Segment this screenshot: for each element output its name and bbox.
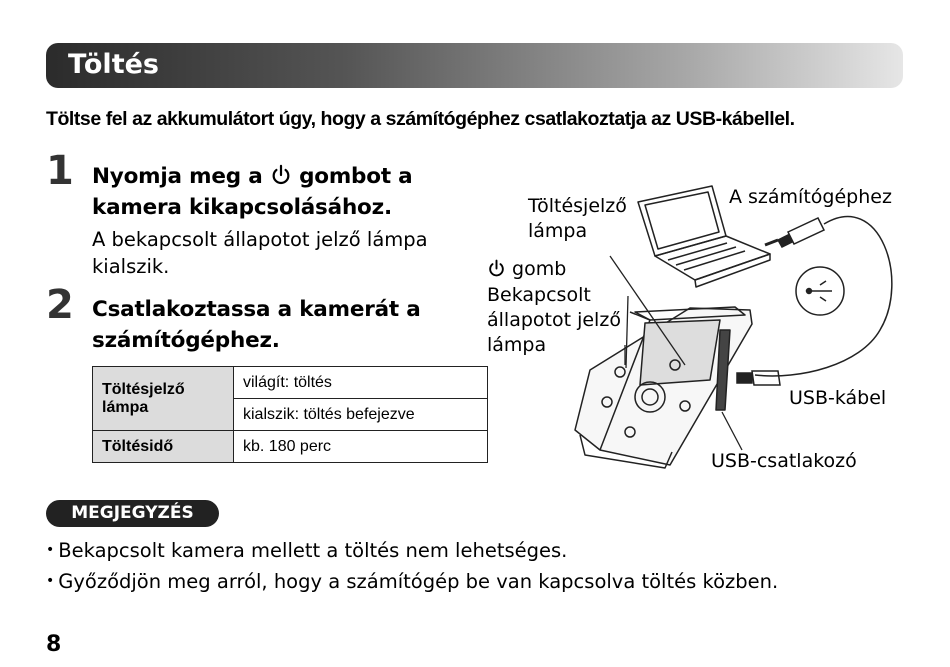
step-1-title-part1: Nyomja meg a <box>92 164 270 189</box>
table-cell-charge-time: kb. 180 perc <box>234 431 488 463</box>
intro-text: Töltse fel az akkumulátort úgy, hogy a számítógéphez csatlakoztatja az USB-kábellel. <box>46 108 795 130</box>
label-to-computer: A számítógéphez <box>729 186 892 208</box>
step-1-body-line1: A bekapcsolt állapotot jelző lámpa <box>92 228 428 251</box>
step-1-body-line2: kialszik. <box>92 255 170 278</box>
step-2-title-line1: Csatlakoztassa a kamerát a <box>92 297 421 322</box>
label-usb-cable: USB-kábel <box>789 387 887 409</box>
label-charge-lamp-line1: Töltésjelző <box>528 195 627 217</box>
label-power-lamp-line3: lámpa <box>487 334 547 356</box>
step-1-body <box>92 226 428 280</box>
power-icon <box>270 164 292 186</box>
charging-info-table <box>92 366 488 463</box>
note-item-text: Győződjön meg arról, hogy a számítógép be van kapcsolva töltés közben. <box>58 570 779 593</box>
label-power-lamp <box>487 283 621 358</box>
usb-cable-plug <box>737 371 780 385</box>
table-cell-charged: kialszik: töltés befejezve <box>234 399 488 431</box>
table-header-charge-lamp: Töltésjelző lámpa <box>93 367 234 431</box>
table-header-charge-time: Töltésidő <box>93 431 234 463</box>
step-2-title-line2: számítógéphez. <box>92 328 280 353</box>
label-charge-lamp-line2: lámpa <box>528 220 588 242</box>
step-number-1: 1 <box>46 148 74 194</box>
label-charge-lamp <box>528 194 627 244</box>
usb-symbol-callout <box>796 267 844 315</box>
label-power-lamp-line1: Bekapcsolt <box>487 284 591 306</box>
power-icon <box>487 259 506 278</box>
step-1-title-part2: gombot a <box>291 164 413 189</box>
note-item: • Győződjön meg arról, hogy a számítógép be van kapcsolva töltés közben. <box>46 570 779 593</box>
step-2-title <box>92 294 421 356</box>
label-usb-connector: USB-csatlakozó <box>711 450 857 472</box>
label-power-button-text: gomb <box>512 258 567 280</box>
note-list <box>46 535 778 597</box>
label-power-button <box>487 257 566 282</box>
note-item-text: Bekapcsolt kamera mellett a töltés nem lehetséges. <box>58 539 568 562</box>
section-title-bar <box>46 43 903 88</box>
note-item: • Bekapcsolt kamera mellett a töltés nem lehetséges. <box>46 539 568 562</box>
page-number: 8 <box>46 632 62 657</box>
step-1-title-line2: kamera kikapcsolásához. <box>92 195 392 220</box>
section-title: Töltés <box>68 49 159 80</box>
step-number-2: 2 <box>46 282 74 328</box>
label-power-lamp-line2: állapotot jelző <box>487 309 621 331</box>
note-badge: MEGJEGYZÉS <box>46 500 219 527</box>
step-1-title <box>92 161 413 223</box>
usb-plug-illustration <box>755 217 892 376</box>
table-cell-charging: világít: töltés <box>234 367 488 399</box>
